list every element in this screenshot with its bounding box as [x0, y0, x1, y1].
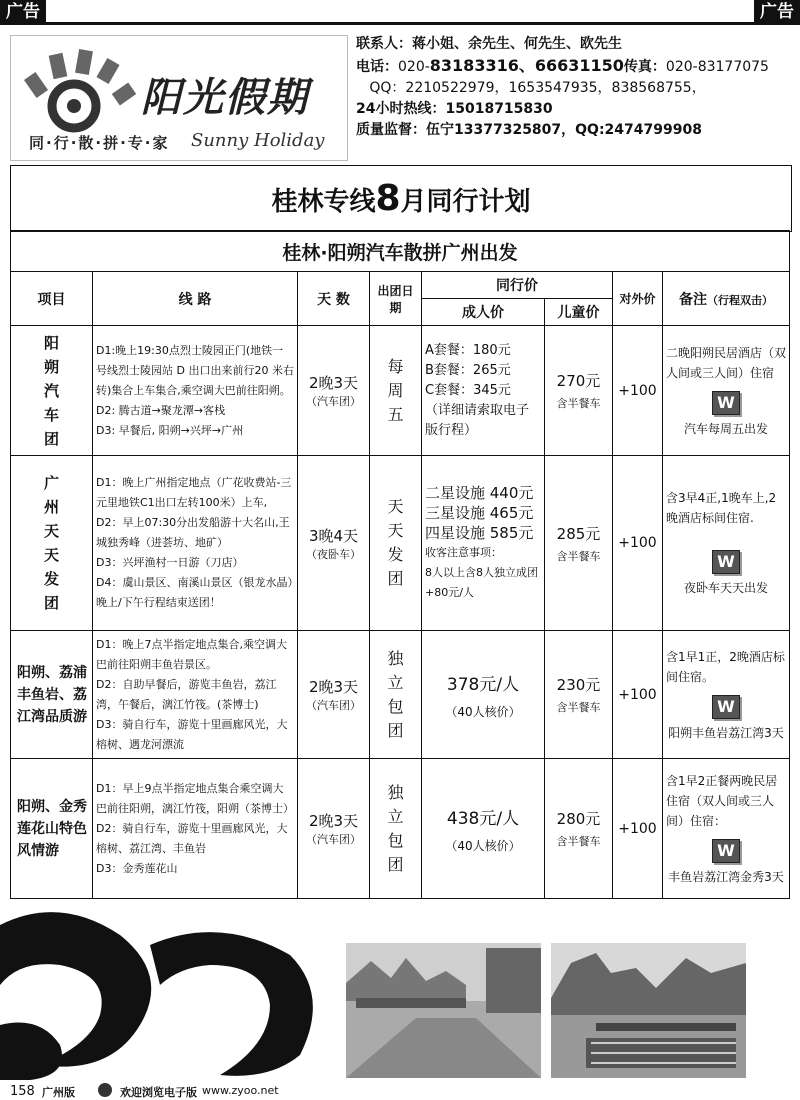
row-note: 二晚阳朔民居酒店（双人间或三人间）住宿 W 汽车每周五出发 [663, 326, 790, 456]
ad-label-right: 广告 [754, 0, 800, 24]
row-depart: 每周五 [370, 326, 422, 456]
contacts-label: 联系人： [356, 36, 412, 52]
sub-title: 桂林·阳朔汽车散拼广州出发 [11, 231, 790, 272]
table-row [11, 456, 790, 631]
row-child-price: 230元 含半餐车 [545, 631, 613, 759]
row-depart: 独立包团 [370, 759, 422, 899]
qq-label: QQ： [369, 80, 406, 96]
row-route: D1：晚上广州指定地点（广花收费站-三元里地铁C1出口左转100米）上车, D2：早上07:30分出发船游十大名山,王城独秀峰（进荟坊、地矿） D3：兴坪渔村一日游（刀店） D4：虞山景区、南溪山景区（银龙水晶）晚上/下午行程结束送团！ [93, 456, 298, 631]
table-row [11, 759, 790, 899]
table-row [11, 326, 790, 456]
row-note: 含1早2正餐两晚民居住宿（双人间或三人间）住宿： W 丰鱼岩荔江湾金秀3天 [663, 759, 790, 899]
logo-slogan: 同·行·散·拼·专·家 [29, 134, 170, 152]
logo [10, 35, 348, 161]
row-depart: 独立包团 [370, 631, 422, 759]
row-days: 3晚4天 （夜卧车） [298, 456, 370, 631]
row-note: 含3早4正,1晚车上,2晚酒店标间住宿. W 夜卧车天天出发 [663, 456, 790, 631]
row-extra-price: +100 [613, 631, 663, 759]
w-badge-icon: W [712, 391, 740, 415]
row-child-price: 270元 含半餐车 [545, 326, 613, 456]
row-adult-price: A套餐：180元 B套餐：265元 C套餐：345元 （详细请索取电子版行程） [422, 326, 545, 456]
footer [0, 1082, 800, 1100]
header [8, 30, 796, 160]
decorative-swirl [0, 905, 330, 1080]
header-extra: 对外价 [613, 272, 663, 326]
row-adult-price: 二星设施 440元 三星设施 465元 四星设施 585元 收客注意事项： 8人以上含8人独立成团+80元/人 [422, 456, 545, 631]
phone-prefix: 020- [398, 59, 430, 75]
hotline-label: 24小时热线： [356, 101, 446, 117]
header-project: 项目 [11, 272, 93, 326]
phone-value: 83183316、66631150 [429, 56, 624, 75]
logo-english: Sunny Holiday [191, 130, 325, 151]
fax-label: 传真： [623, 59, 666, 75]
row-project: 阳朔、金秀莲花山特色风情游 [11, 759, 93, 899]
row-days: 2晚3天 （汽车团） [298, 326, 370, 456]
row-extra-price: +100 [613, 456, 663, 631]
contact-info [356, 34, 796, 141]
header-child: 儿童价 [545, 299, 613, 326]
row-child-price: 285元 含半餐车 [545, 456, 613, 631]
browse-label: 欢迎浏览电子版 [120, 1086, 197, 1099]
row-depart: 天天发团 [370, 456, 422, 631]
header-adult: 成人价 [422, 299, 545, 326]
logo-title: 阳光假期 [141, 74, 309, 121]
sun-logo-icon [19, 44, 149, 144]
header-price: 同行价 [422, 272, 613, 299]
contacts-value: 蒋小姐、余先生、何先生、欧先生 [412, 36, 622, 52]
logo-mark-icon [98, 1083, 112, 1097]
w-badge-icon: W [712, 839, 740, 863]
quality-value: 伍宁13377325807，QQ:2474799908 [426, 122, 702, 138]
row-extra-price: +100 [613, 759, 663, 899]
row-child-price: 280元 含半餐车 [545, 759, 613, 899]
fax-value: 020-83177075 [665, 59, 769, 75]
qq-value: 2210522979，1653547935，838568755， [405, 80, 706, 96]
header-days: 天 数 [298, 272, 370, 326]
phone-label: 电话： [356, 59, 398, 75]
row-days: 2晚3天 （汽车团） [298, 631, 370, 759]
header-depart: 出团日期 [370, 272, 422, 326]
hotline-value: 15018715830 [445, 101, 553, 117]
scenery-photos [346, 943, 746, 1078]
w-badge-icon: W [712, 550, 740, 574]
edition-label: 广州版 [42, 1086, 75, 1099]
row-route: D1:晚上19:30点烈士陵园正门(地铁一号线烈士陵园站 D 出口出来前行20 米右转)集合上车集合,乘空调大巴前往阳朔。 D2: 腾古道→聚龙潭→客栈 D3: 早餐后, 阳朔→兴坪→广州 [93, 326, 298, 456]
row-route: D1：早上9点半指定地点集合乘空调大巴前往阳朔，漓江竹筏，阳朔（茶博士） D2：骑自行车，游览十里画廊风光，大榕树、荔江湾、丰鱼岩 D3：金秀莲花山 [93, 759, 298, 899]
w-badge-icon: W [712, 695, 740, 719]
row-extra-price: +100 [613, 326, 663, 456]
top-divider [0, 22, 800, 25]
site-url[interactable]: www.zyoo.net [202, 1084, 279, 1097]
row-adult-price: 378元/人 （40人核价） [422, 631, 545, 759]
page-title: 桂林专线8月同行计划 [271, 178, 531, 219]
ad-label-left: 广告 [0, 0, 46, 24]
header-route: 线 路 [93, 272, 298, 326]
row-project: 广州天天发团 [11, 456, 93, 631]
row-route: D1：晚上7点半指定地点集合,乘空调大巴前往阳朔丰鱼岩景区。 D2：自助早餐后，游览丰鱼岩，荔江湾，午餐后，漓江竹筏。(茶博士) D3：骑自行车，游览十里画廊风光，大榕树、遇龙河漂流 [93, 631, 298, 759]
row-adult-price: 438元/人 （40人核价） [422, 759, 545, 899]
title-area [10, 165, 792, 232]
header-note: 备注（行程双击） [663, 272, 790, 326]
schedule-table [10, 230, 790, 899]
row-project: 阳朔、荔浦丰鱼岩、荔江湾品质游 [11, 631, 93, 759]
row-note: 含1早1正，2晚酒店标间住宿。 W 阳朔丰鱼岩荔江湾3天 [663, 631, 790, 759]
row-project: 阳朔汽车团 [11, 326, 93, 456]
row-days: 2晚3天 （汽车团） [298, 759, 370, 899]
page-number: 158 [10, 1084, 35, 1099]
quality-label: 质量监督： [356, 122, 426, 138]
table-row [11, 631, 790, 759]
